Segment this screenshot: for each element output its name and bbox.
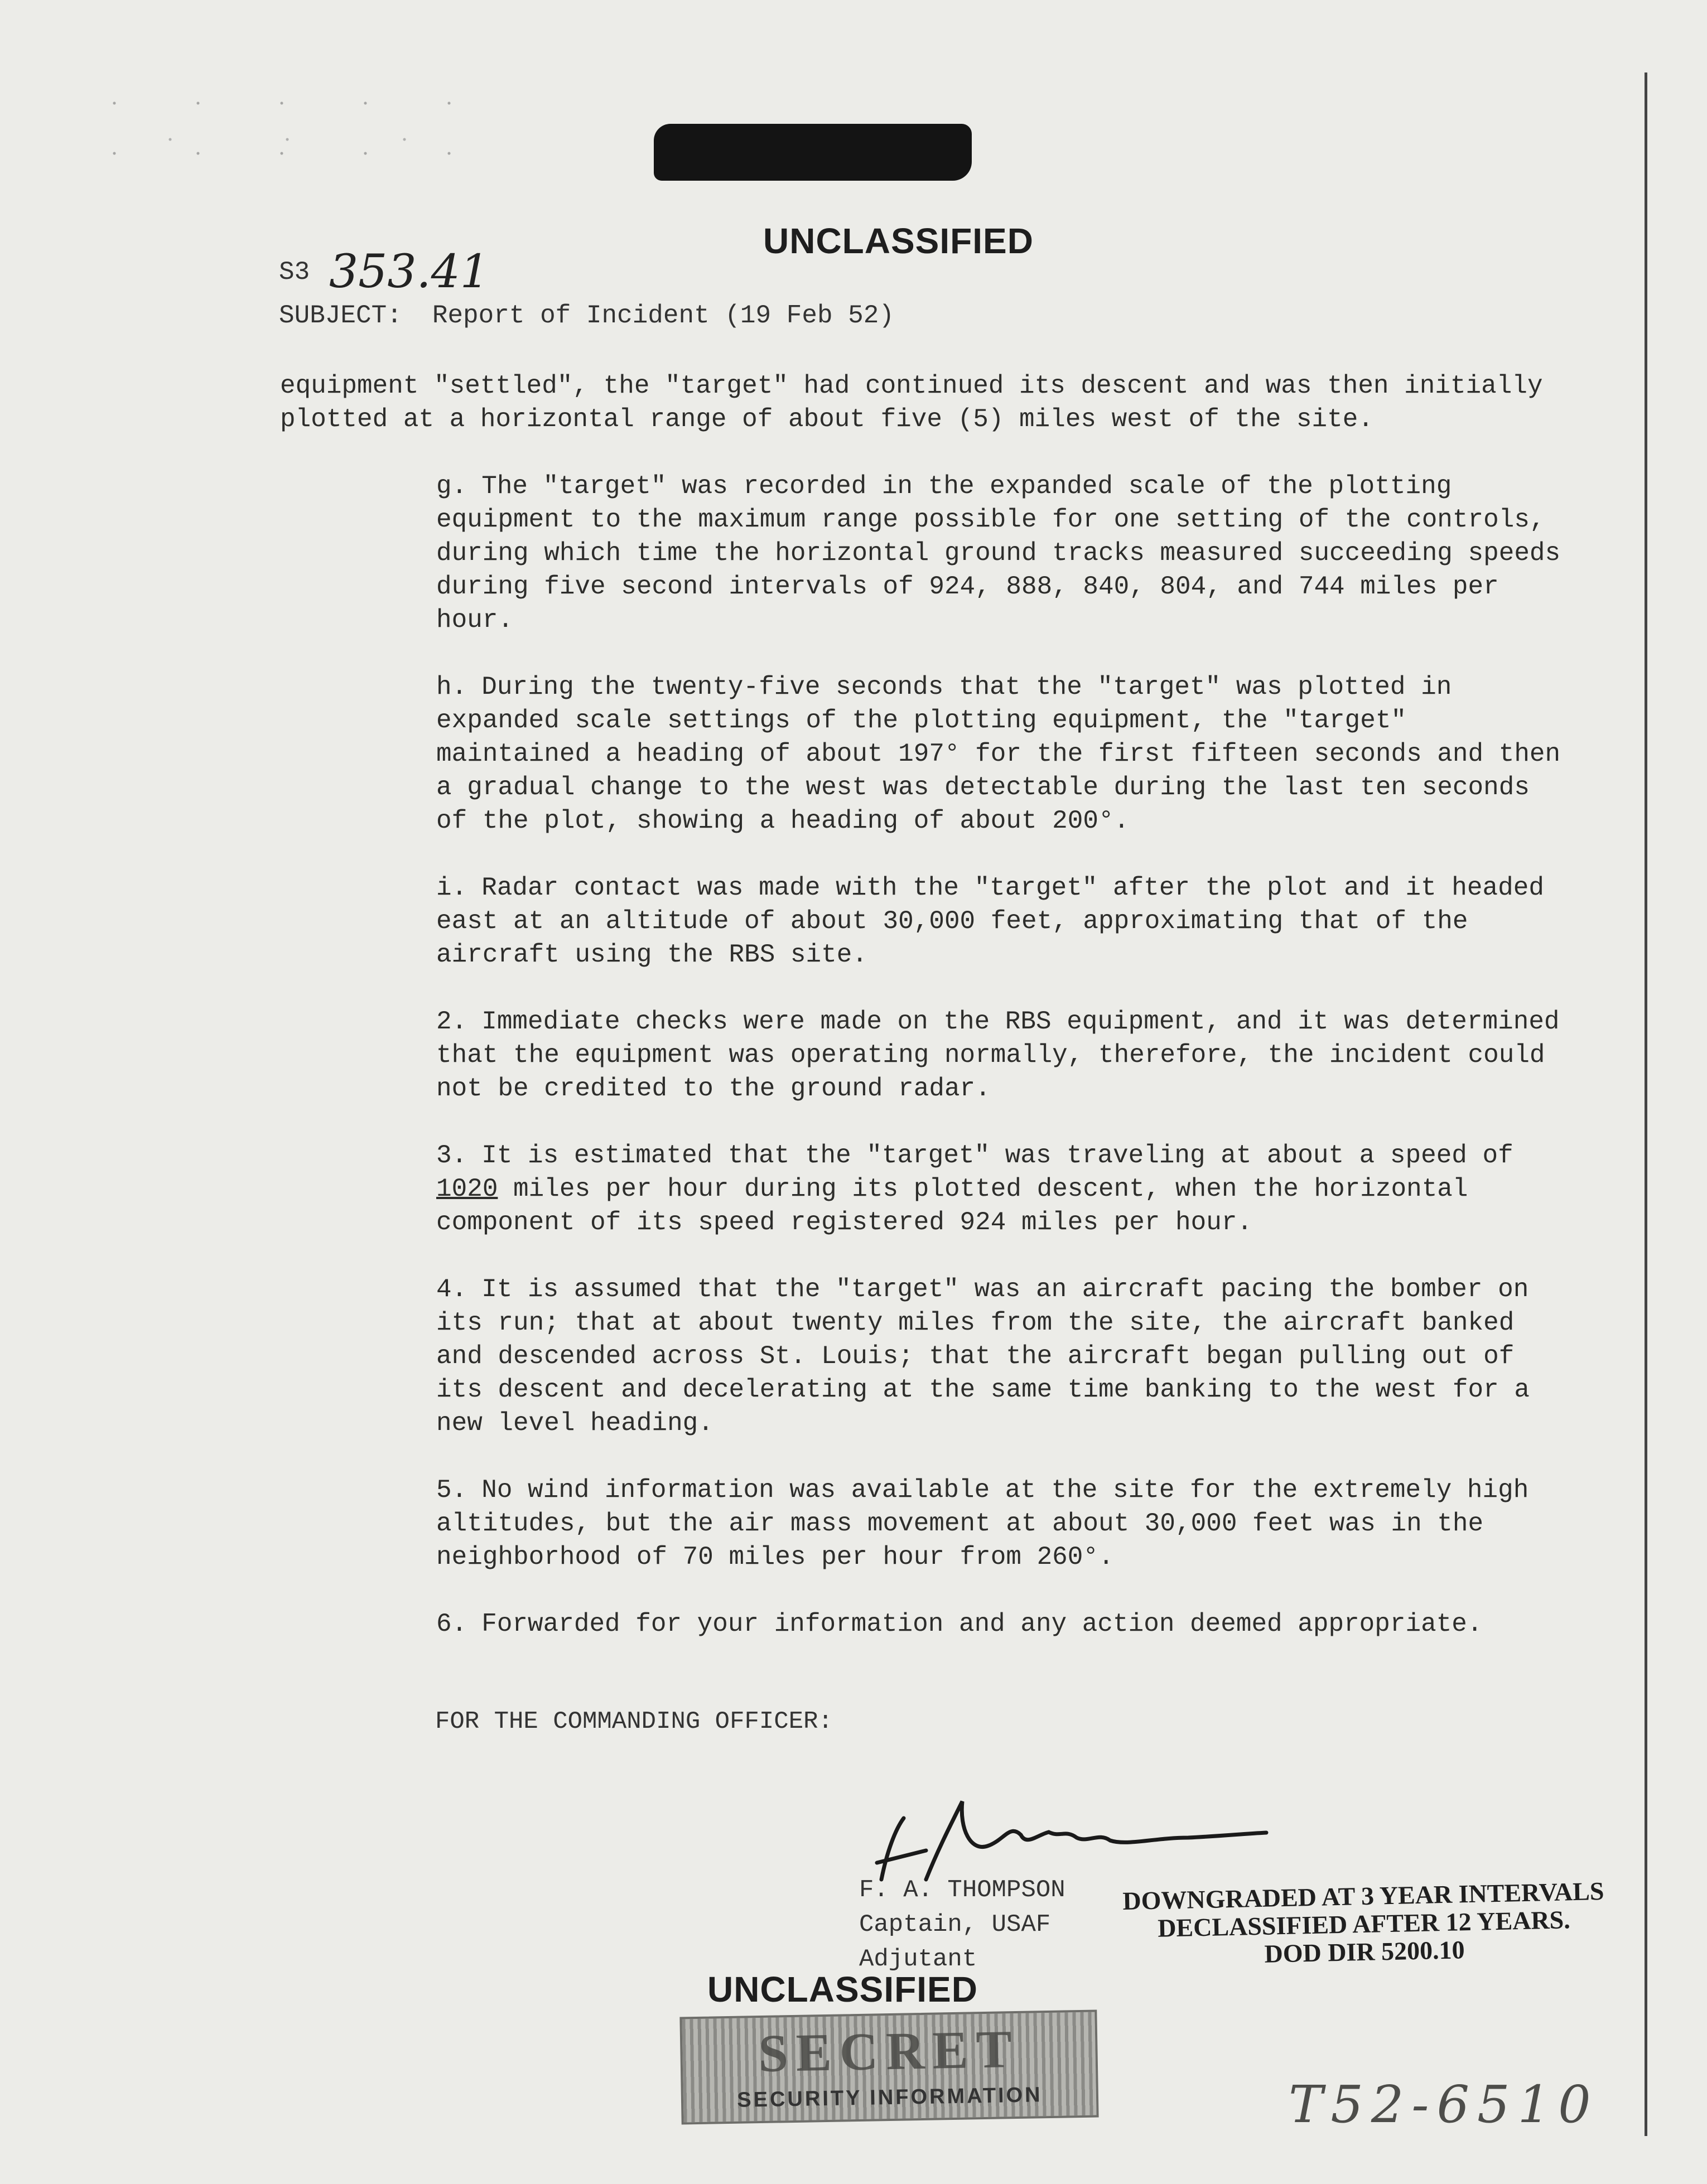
closing-line: FOR THE COMMANDING OFFICER:	[435, 1708, 833, 1736]
paragraph-text: During the twenty-five seconds that the "target" was plotted in expanded scale settings of the plotting equipment, the "target" maintained a heading of about 197° for the first fifteen seconds and then a gradual change to the west was detectable during the last ten seconds of the plot, showing a heading of about 200°.	[436, 673, 1561, 835]
document-body	[280, 369, 1574, 1674]
paragraph-text: Immediate checks were made on the RBS equipment, and it was determined that the equipment was operating normally, therefore, the incident could not be credited to the ground radar.	[436, 1007, 1560, 1103]
paragraph-label: 6.	[436, 1610, 467, 1639]
paragraph-label: g.	[436, 472, 467, 501]
downgrade-stamp	[1054, 1876, 1675, 1972]
paragraph-4	[280, 1273, 1574, 1440]
handwritten-reference-code: T52-6510	[1289, 2075, 1599, 2134]
scan-specks	[67, 67, 457, 190]
paragraph-label: 4.	[436, 1275, 467, 1304]
security-information-label: SECURITY INFORMATION	[736, 2083, 1043, 2112]
subject-text: Report of Incident (19 Feb 52)	[432, 301, 894, 330]
paragraph-label: h.	[436, 673, 467, 702]
file-number-handwritten: 353.41	[329, 245, 489, 298]
paragraph-label: 5.	[436, 1476, 467, 1505]
signatory-name: F. A. THOMPSON	[859, 1876, 1065, 1904]
classification-stamp-bottom: UNCLASSIFIED	[707, 1969, 978, 2009]
signatory-rank: Captain, USAF	[859, 1911, 1051, 1939]
paragraph-6	[280, 1607, 1574, 1641]
paragraph-label: 3.	[436, 1141, 467, 1170]
paragraph-h	[280, 670, 1574, 838]
paragraph-text: Radar contact was made with the "target" after the plot and it headed east at an altitude of about 30,000 feet, approximating that of the aircraft using the RBS site.	[436, 873, 1544, 969]
secret-stamp	[679, 2009, 1098, 2124]
paragraph-text: No wind information was available at the site for the extremely high altitudes, but the air mass movement at about 30,000 feet was in the neighborhood of 70 miles per hour from 260°.	[436, 1476, 1529, 1572]
paragraph-text: The "target" was recorded in the expanded scale of the plotting equipment to the maximum range possible for one setting of the controls, during which time the horizontal ground tracks measured succeeding speeds during five second intervals of 924, 888, 840, 804, and 744 miles per hour.	[436, 472, 1561, 635]
paragraph-label: i.	[436, 873, 467, 902]
paragraph-3	[280, 1139, 1574, 1239]
file-prefix: S3	[279, 258, 310, 287]
paragraph-5	[280, 1473, 1574, 1574]
subject-label: SUBJECT:	[279, 301, 402, 330]
downgrade-line: DOWNGRADED AT 3 YEAR INTERVALS	[1122, 1876, 1604, 1916]
paragraph-text: It is assumed that the "target" was an aircraft pacing the bomber on its run; that at about twenty miles from the site, the aircraft banked and descended across St. Louis; that the aircraft began pulling out of its descent and decelerating at the same time banking to the west for a new level heading.	[436, 1275, 1530, 1438]
downgrade-line: DOD DIR 5200.10	[1264, 1935, 1465, 1968]
paragraph-label: 2.	[436, 1007, 467, 1036]
page-edge-rule	[1645, 73, 1647, 2136]
classification-stamp-top: UNCLASSIFIED	[763, 221, 1034, 261]
subject-line	[279, 301, 894, 330]
redaction-bar	[654, 124, 972, 181]
paragraph-g	[280, 470, 1574, 637]
secret-word: SECRET	[758, 2018, 1020, 2084]
underlined-speed: 1020	[436, 1175, 498, 1204]
paragraph-i	[280, 871, 1574, 972]
paragraph-text: Forwarded for your information and any action deemed appropriate.	[481, 1610, 1483, 1639]
downgrade-line: DECLASSIFIED AFTER 12 YEARS.	[1157, 1905, 1571, 1943]
paragraph-text: It is estimated that the "target" was traveling at about a speed of	[481, 1141, 1513, 1170]
paragraph-2	[280, 1005, 1574, 1105]
paragraph-text: miles per hour during its plotted descent, when the horizontal component of its speed registered 924 miles per hour.	[436, 1175, 1468, 1237]
continuation-paragraph: equipment "settled", the "target" had continued its descent and was then initially plotted at a horizontal range of about five (5) miles west of the site.	[280, 371, 1543, 434]
signature-block	[859, 1873, 1065, 1977]
signatory-title: Adjutant	[859, 1945, 977, 1973]
